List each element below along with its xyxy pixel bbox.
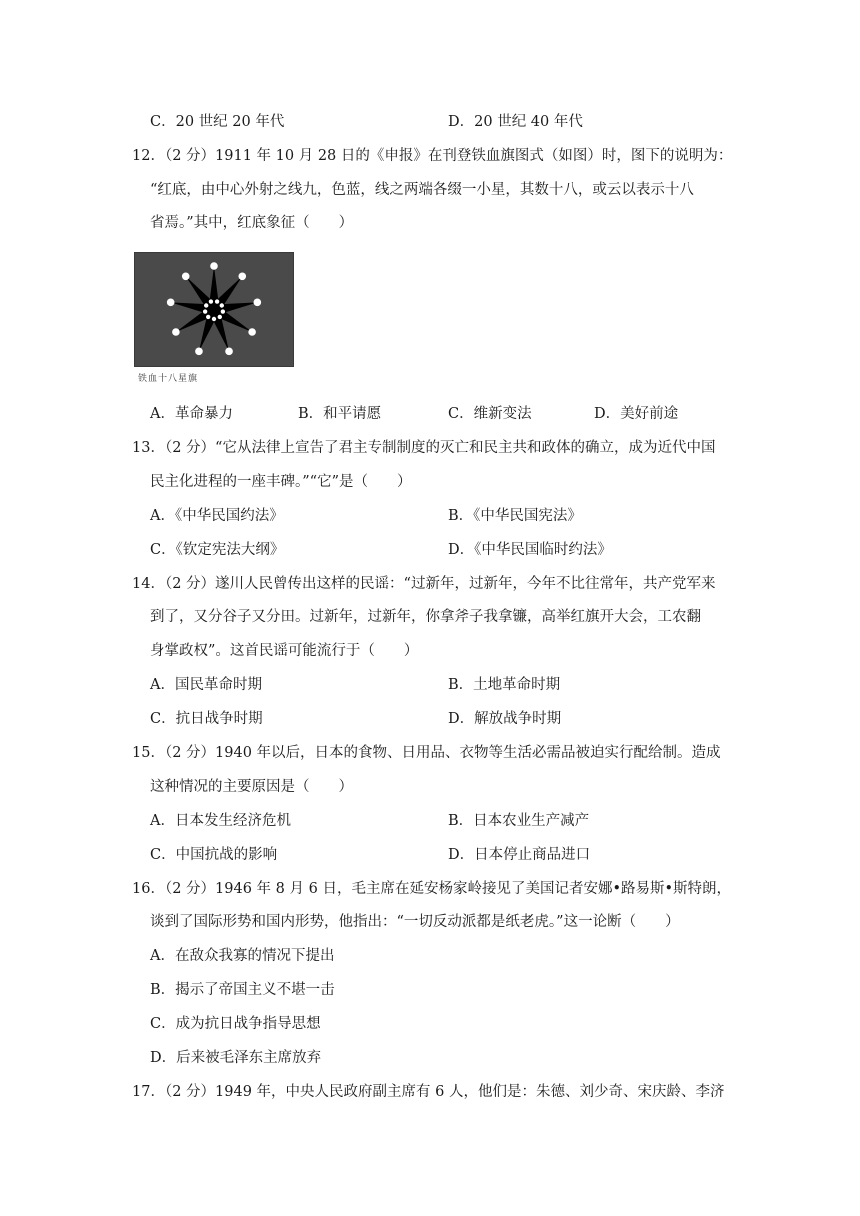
- q13-option-c: [150, 540, 284, 560]
- question-number: 17．: [132, 1084, 165, 1100]
- q16-stem-line-1: [132, 879, 731, 899]
- option-letter: D．: [448, 114, 475, 130]
- option-letter: D．: [594, 406, 621, 422]
- option-letter: A．: [150, 948, 175, 964]
- question-text: 遂川人民曾传出这样的民谣：“过新年，过新年，今年不比往常年，共产党军来: [215, 576, 716, 592]
- q12-stem-line-3: 省焉。”其中，红底象征（ ）: [150, 215, 354, 231]
- option-letter: A．: [150, 677, 175, 693]
- question-number: 13．: [132, 440, 165, 456]
- q12-option-a: [150, 404, 233, 424]
- option-text: 20 世纪 40 年代: [474, 114, 583, 130]
- inner-star-dot: [220, 303, 224, 307]
- question-score: （2 分）: [164, 576, 216, 592]
- option-text: 美好前途: [620, 406, 679, 422]
- q16-option-c: [150, 1014, 321, 1034]
- inner-star-dot: [218, 315, 222, 319]
- question-text: 1911 年 10 月 28 日的《申报》在刊登铁血旗图式（如图）时，图下的说明为：: [215, 148, 733, 164]
- q16-stem-line-2: 谈到了国际形势和国内形势，他指出：“一切反动派都是纸老虎。”这一论断（ ）: [150, 914, 680, 930]
- option-text: 《中华民国临时约法》: [474, 542, 612, 558]
- iron-blood-flag-image: [134, 252, 294, 367]
- inner-star-dot: [203, 309, 207, 313]
- outer-star-dot: [167, 299, 175, 307]
- option-text: 成为抗日战争指导思想: [175, 1016, 321, 1032]
- option-letter: D．: [150, 1050, 177, 1066]
- option-text: 维新变法: [473, 406, 532, 422]
- outer-star-dot: [182, 272, 190, 280]
- option-text: 国民革命时期: [174, 677, 262, 693]
- q15-stem-line-2: 这种情况的主要原因是（ ）: [150, 779, 353, 795]
- option-text: 中国抗战的影响: [175, 847, 278, 863]
- q17-stem-line-1: [132, 1082, 725, 1102]
- option-text: 日本停止商品进口: [474, 847, 591, 863]
- outer-star-dot: [238, 272, 246, 280]
- outer-star-dot: [172, 328, 180, 336]
- question-score: （2 分）: [164, 881, 216, 897]
- q12-stem-line-2: “红底，由中心外射之线九，色蓝，线之两端各缀一小星，其数十八，或云以表示十八: [150, 182, 694, 198]
- inner-star-dot: [204, 303, 208, 307]
- option-text: 和平请愿: [323, 406, 382, 422]
- option-letter: D．: [448, 711, 475, 727]
- option-letter: C．: [150, 711, 176, 727]
- option-letter: B．: [448, 508, 474, 524]
- q16-option-a: [150, 946, 334, 966]
- q14-option-c: [150, 709, 263, 729]
- inner-star-dot: [212, 317, 216, 321]
- q14-stem-line-2: 到了，又分谷子又分田。过新年，过新年，你拿斧子我拿镰，高举红旗开大会，工农翻: [150, 609, 701, 625]
- option-text: 土地革命时期: [473, 677, 561, 693]
- inner-star-dot: [215, 299, 219, 303]
- outer-star-dot: [195, 348, 203, 356]
- option-text: 后来被毛泽东主席放弃: [176, 1050, 322, 1066]
- option-text: 揭示了帝国主义不堪一击: [175, 982, 335, 998]
- question-number: 15．: [132, 745, 165, 761]
- q12-stem-line-1: [132, 146, 732, 166]
- option-letter: B．: [298, 406, 324, 422]
- q14-option-a: [150, 675, 262, 695]
- figure-caption: 铁血十八星旗: [138, 374, 199, 384]
- question-score: （2 分）: [164, 148, 216, 164]
- q13-stem-line-1: [132, 438, 715, 458]
- option-text: 革命暴力: [174, 406, 233, 422]
- q12-option-d: [594, 404, 678, 424]
- option-letter: C．: [150, 114, 176, 130]
- outer-star-dot: [225, 348, 233, 356]
- question-text: 1940 年以后，日本的食物、日用品、衣物等生活必需品被迫实行配给制。造成: [215, 745, 721, 761]
- q13-option-d: [448, 540, 612, 560]
- question-number: 14．: [132, 576, 165, 592]
- q11-option-c: [150, 112, 284, 132]
- outer-star-dot: [248, 328, 256, 336]
- q15-option-b: [448, 811, 589, 831]
- q16-option-d: [150, 1048, 321, 1068]
- question-text: 1946 年 8 月 6 日，毛主席在延安杨家岭接见了美国记者安娜•路易斯•斯特朗，: [215, 881, 732, 897]
- question-number: 16．: [132, 881, 165, 897]
- option-text: 《钦定宪法大纲》: [175, 542, 285, 558]
- q16-option-b: [150, 980, 335, 1000]
- option-letter: B．: [448, 677, 474, 693]
- option-letter: C．: [448, 406, 474, 422]
- q14-option-b: [448, 675, 560, 695]
- question-number: 12．: [132, 148, 165, 164]
- outer-star-dot: [210, 262, 218, 270]
- q14-stem-line-1: [132, 574, 715, 594]
- option-text: 日本农业生产减产: [473, 813, 590, 829]
- question-score: （2 分）: [164, 745, 216, 761]
- option-text: 《中华民国宪法》: [473, 508, 582, 524]
- option-text: 解放战争时期: [474, 711, 562, 727]
- q12-option-c: [448, 404, 532, 424]
- option-letter: A．: [150, 406, 175, 422]
- q13-option-a: [150, 506, 284, 526]
- q15-stem-line-1: [132, 743, 721, 763]
- inner-star-dot: [221, 309, 225, 313]
- inner-star-dot: [209, 299, 213, 303]
- question-text: “它从法律上宣告了君主专制制度的灭亡和民主共和政体的确立，成为近代中国: [215, 440, 716, 456]
- option-letter: C．: [150, 847, 176, 863]
- option-letter: B．: [448, 813, 474, 829]
- q15-option-d: [448, 845, 590, 865]
- question-score: （2 分）: [164, 440, 216, 456]
- q12-option-b: [298, 404, 381, 424]
- option-letter: C．: [150, 1016, 176, 1032]
- question-text: 1949 年，中央人民政府副主席有 6 人，他们是：朱德、刘少奇、宋庆龄、李济: [215, 1084, 725, 1100]
- option-letter: B．: [150, 982, 176, 998]
- option-text: 在敌众我寡的情况下提出: [174, 948, 335, 964]
- option-letter: D．: [448, 847, 475, 863]
- option-letter: A．: [150, 813, 175, 829]
- question-score: （2 分）: [164, 1084, 216, 1100]
- q11-option-d: [448, 112, 583, 132]
- q13-option-b: [448, 506, 582, 526]
- q14-stem-line-3: 身掌政权”。这首民谣可能流行于（ ）: [150, 643, 419, 659]
- option-letter: D．: [448, 542, 475, 558]
- outer-star-dot: [254, 299, 262, 307]
- q14-option-d: [448, 709, 561, 729]
- q15-option-c: [150, 845, 277, 865]
- iron-blood-flag-figure: [134, 252, 294, 384]
- option-text: 抗日战争时期: [175, 711, 263, 727]
- option-text: 20 世纪 20 年代: [175, 114, 285, 130]
- option-text: 日本发生经济危机: [174, 813, 291, 829]
- option-text: 《中华民国约法》: [174, 508, 284, 524]
- q15-option-a: [150, 811, 291, 831]
- q13-stem-line-2: 民主化进程的一座丰碑。”“它”是（ ）: [150, 474, 412, 490]
- inner-star-dot: [206, 315, 210, 319]
- option-letter: A．: [150, 508, 175, 524]
- option-letter: C．: [150, 542, 176, 558]
